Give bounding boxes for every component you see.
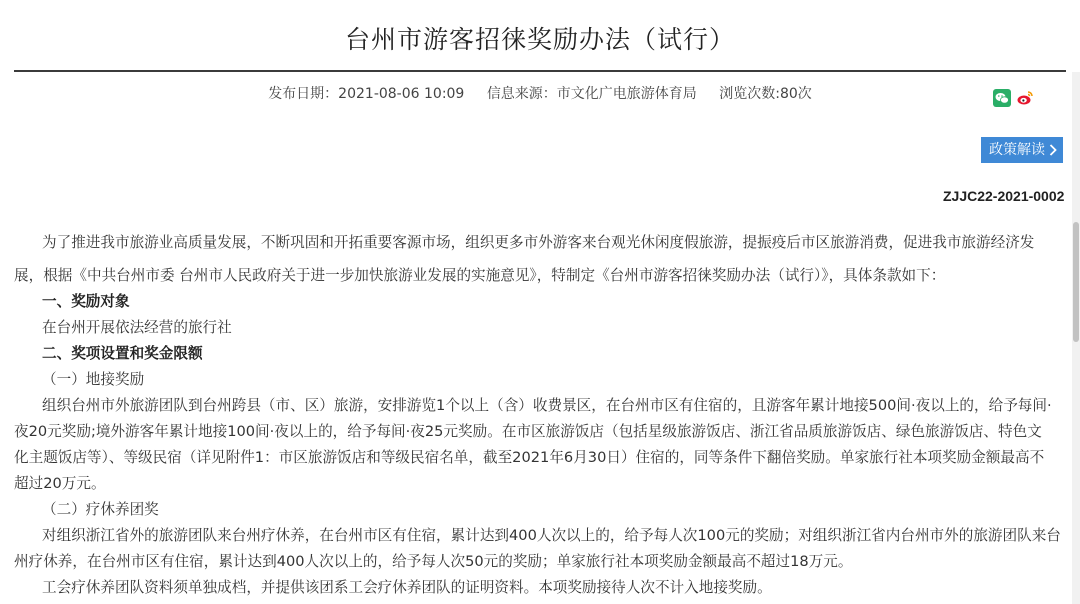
body-line: 组织台州市外旅游团队到台州跨县（市、区）旅游，安排游览1个以上（含）收费景区，在台州市区有住宿的，且游客年累计地接500间·夜以上的，给予每间·: [42, 397, 1052, 414]
publish-date: 发布日期：2021-08-06 10:09: [268, 86, 465, 102]
body-line: 工会疗休养团队资料须单独成档，并提供该团系工会疗休养团队的证明资料。本项奖励接待人次不计入地接奖励。: [42, 579, 772, 596]
subsection-heading: （二）疗休养团奖: [42, 501, 159, 518]
body-line: 州疗休养，在台州市区有住宿，累计达到400人次以上的，给予每人次50元的奖励；单家旅行社本项奖励金额最高不超过18万元。: [14, 553, 853, 570]
body-line: 为了推进我市旅游业高质量发展，不断巩固和开拓重要客源市场，组织更多市外游客来台观光休闲度假旅游，提振疫后市区旅游消费，促进我市旅游经济发: [42, 234, 1035, 251]
subsection-heading: （一）地接奖励: [42, 371, 145, 388]
view-count: 浏览次数:80次: [719, 86, 812, 102]
scrollbar-thumb[interactable]: [1073, 222, 1079, 342]
wechat-icon[interactable]: [993, 89, 1011, 107]
title-divider: [14, 70, 1066, 72]
policy-interpretation-label: 政策解读: [989, 142, 1045, 158]
body-line: 在台州开展依法经营的旅行社: [42, 319, 232, 336]
info-source: 信息来源：市文化广电旅游体育局: [486, 86, 697, 102]
policy-interpretation-button[interactable]: [981, 137, 1063, 163]
page-title: 台州市游客招徕奖励办法（试行）: [344, 25, 735, 54]
body-line: 化主题饭店等）、等级民宿（详见附件1：市区旅游饭店和等级民宿名单，截至2021年6月30日）住宿的，同等条件下翻倍奖励。单家旅行社本项奖励金额最高不: [14, 449, 1045, 466]
body-line: 展，根据《中共台州市委 台州市人民政府关于进一步加快旅游业发展的实施意见》，特制定《台州市游客招徕奖励办法（试行）》，具体条款如下：: [14, 267, 946, 284]
weibo-icon[interactable]: [1016, 89, 1034, 107]
body-line: 超过20万元。: [14, 475, 106, 492]
body-line: 夜20元奖励;境外游客年累计地接100间·夜以上的，给予每间·夜25元奖励。在市区旅游饭店（包括星级旅游饭店、浙江省品质旅游饭店、绿色旅游饭店、特色文: [14, 423, 1042, 440]
body-line: 对组织浙江省外的旅游团队来台州疗休养，在台州市区有住宿，累计达到400人次以上的，给予每人次100元的奖励；对组织浙江省内台州市外的旅游团队来台: [42, 527, 1061, 544]
scrollbar[interactable]: [1072, 72, 1080, 604]
share-bar: [993, 89, 1034, 107]
chevron-right-icon: [1049, 144, 1057, 156]
document-code: ZJJC22-2021-0002: [943, 188, 1065, 204]
section-heading: 二、奖项设置和奖金限额: [42, 345, 203, 362]
section-heading: 一、奖励对象: [42, 293, 130, 310]
article-meta: [0, 83, 1080, 103]
